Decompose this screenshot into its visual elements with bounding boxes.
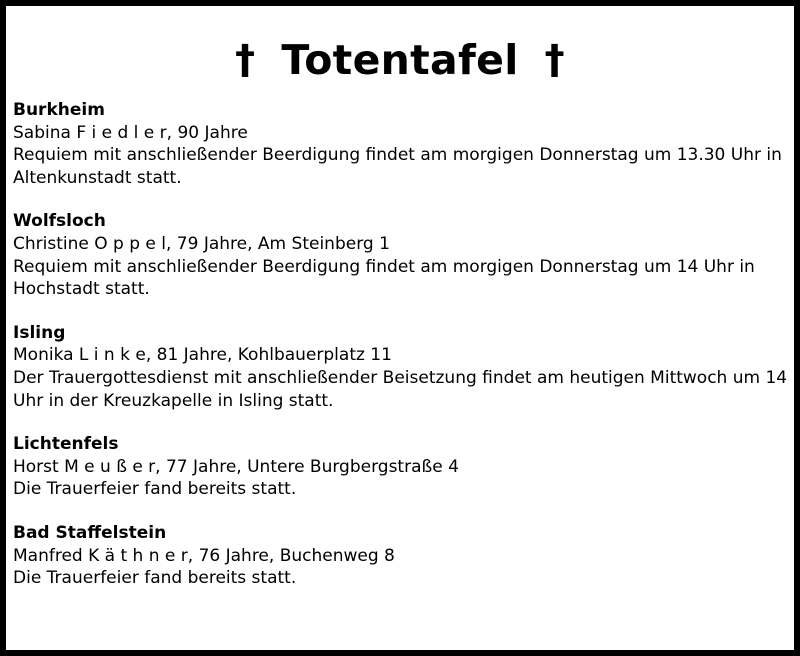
entry-person: Sabina F i e d l e r, 90 Jahre <box>13 122 248 143</box>
obituary-entry-lichtenfels <box>13 433 792 501</box>
obituary-entry-burkheim <box>13 99 792 189</box>
obituary-entry-wolfsloch <box>13 210 792 300</box>
entry-person: Horst M e u ß e r, 77 Jahre, Untere Burgbergstraße 4 <box>13 456 459 477</box>
entry-place: Lichtenfels <box>13 434 119 455</box>
entry-person: Christine O p p e l, 79 Jahre, Am Steinberg 1 <box>13 233 390 254</box>
entry-place: Bad Staffelstein <box>13 522 167 543</box>
entry-info-line: Die Trauerfeier fand bereits statt. <box>13 568 297 589</box>
entry-info-line: Requiem mit anschließender Beerdigung findet am morgigen Donnerstag um 13.30 Uhr in <box>13 145 782 166</box>
notice-title: Totentafel <box>281 36 519 84</box>
notice-header <box>6 32 794 88</box>
obituary-entry-isling <box>13 322 792 412</box>
entry-place: Burkheim <box>13 100 105 120</box>
entry-place: Isling <box>13 322 66 343</box>
entry-info-line: Uhr in der Kreuzkapelle in Isling statt. <box>13 390 334 411</box>
entry-person: Monika L i n k e, 81 Jahre, Kohlbauerplatz 11 <box>13 345 392 366</box>
entry-place: Wolfsloch <box>13 211 106 232</box>
cross-icon-left: † <box>235 37 256 83</box>
entry-info-line: Die Trauerfeier fand bereits statt. <box>13 479 297 500</box>
entry-info-line: Altenkunstadt statt. <box>13 167 182 188</box>
obituary-entry-bad-staffelstein <box>13 522 792 590</box>
entry-info-line: Der Trauergottesdienst mit anschließender Beisetzung findet am heutigen Mittwoch um 14 <box>13 367 788 388</box>
entry-person: Manfred K ä t h n e r, 76 Jahre, Buchenweg 8 <box>13 545 395 566</box>
obituary-list <box>13 99 792 611</box>
entry-info-line: Hochstadt statt. <box>13 279 150 300</box>
entry-info-line: Requiem mit anschließender Beerdigung findet am morgigen Donnerstag um 14 Uhr in <box>13 256 755 277</box>
cross-icon-right: † <box>544 37 565 83</box>
